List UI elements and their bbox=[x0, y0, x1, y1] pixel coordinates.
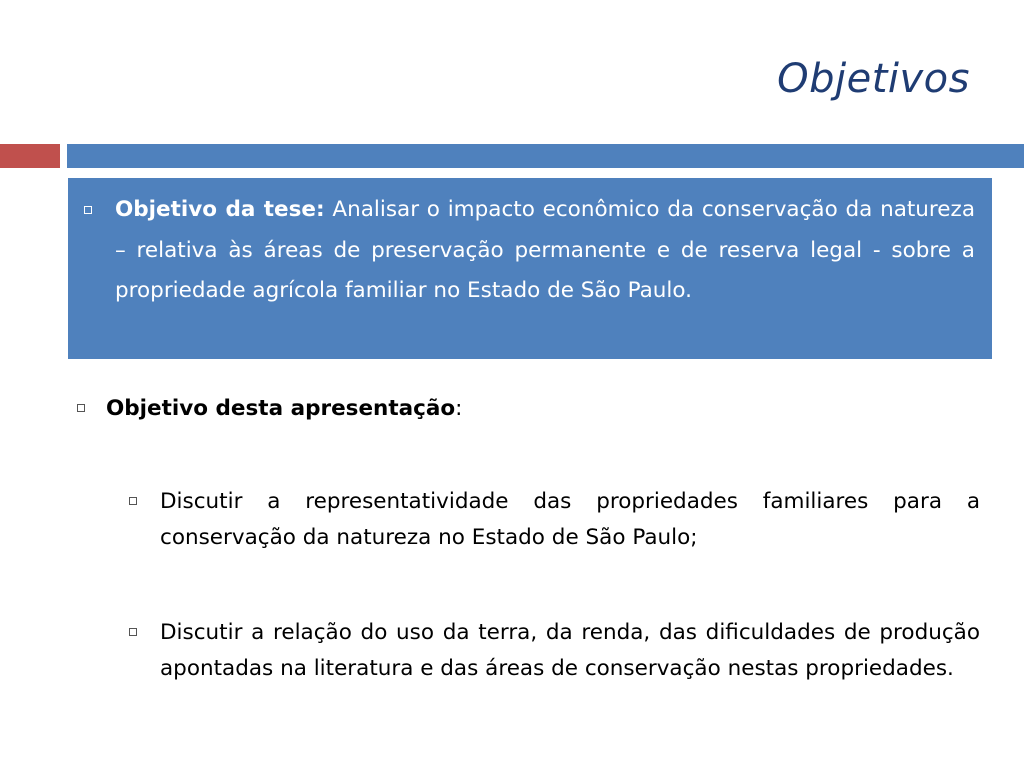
presentation-objective-heading bbox=[77, 391, 462, 427]
thesis-objective-box bbox=[68, 178, 992, 359]
accent-bar-blue bbox=[67, 144, 1024, 168]
presentation-item-text: Discutir a representatividade das propriedades familiares para a conservação da natureza no Estado de São Paulo; bbox=[160, 489, 980, 550]
square-bullet-icon bbox=[129, 497, 137, 505]
square-bullet-icon bbox=[77, 404, 85, 412]
presentation-item-2 bbox=[129, 615, 980, 687]
presentation-objective-label: Objetivo desta apresentação bbox=[106, 396, 456, 421]
presentation-objective-colon: : bbox=[455, 396, 463, 421]
thesis-objective-item bbox=[84, 190, 982, 312]
thesis-objective-description: Analisar o impacto econômico da conservação da natureza – relativa às áreas de preservação permanente e de reserva legal - sobre a propriedade agrícola familiar no Estado de São Paulo. bbox=[115, 197, 975, 303]
square-bullet-icon bbox=[129, 628, 137, 636]
slide-title: Objetivos bbox=[777, 56, 970, 102]
presentation-objective-text bbox=[106, 391, 462, 427]
square-bullet-icon bbox=[84, 206, 92, 214]
accent-bar-red bbox=[0, 144, 60, 168]
thesis-objective-text bbox=[115, 190, 975, 312]
thesis-objective-label: Objetivo da tese: bbox=[115, 197, 325, 222]
presentation-item-1 bbox=[129, 484, 980, 556]
presentation-item-text: Discutir a relação do uso da terra, da renda, das dificuldades de produção apontadas na literatura e das áreas de conservação nestas propriedades. bbox=[160, 620, 980, 681]
